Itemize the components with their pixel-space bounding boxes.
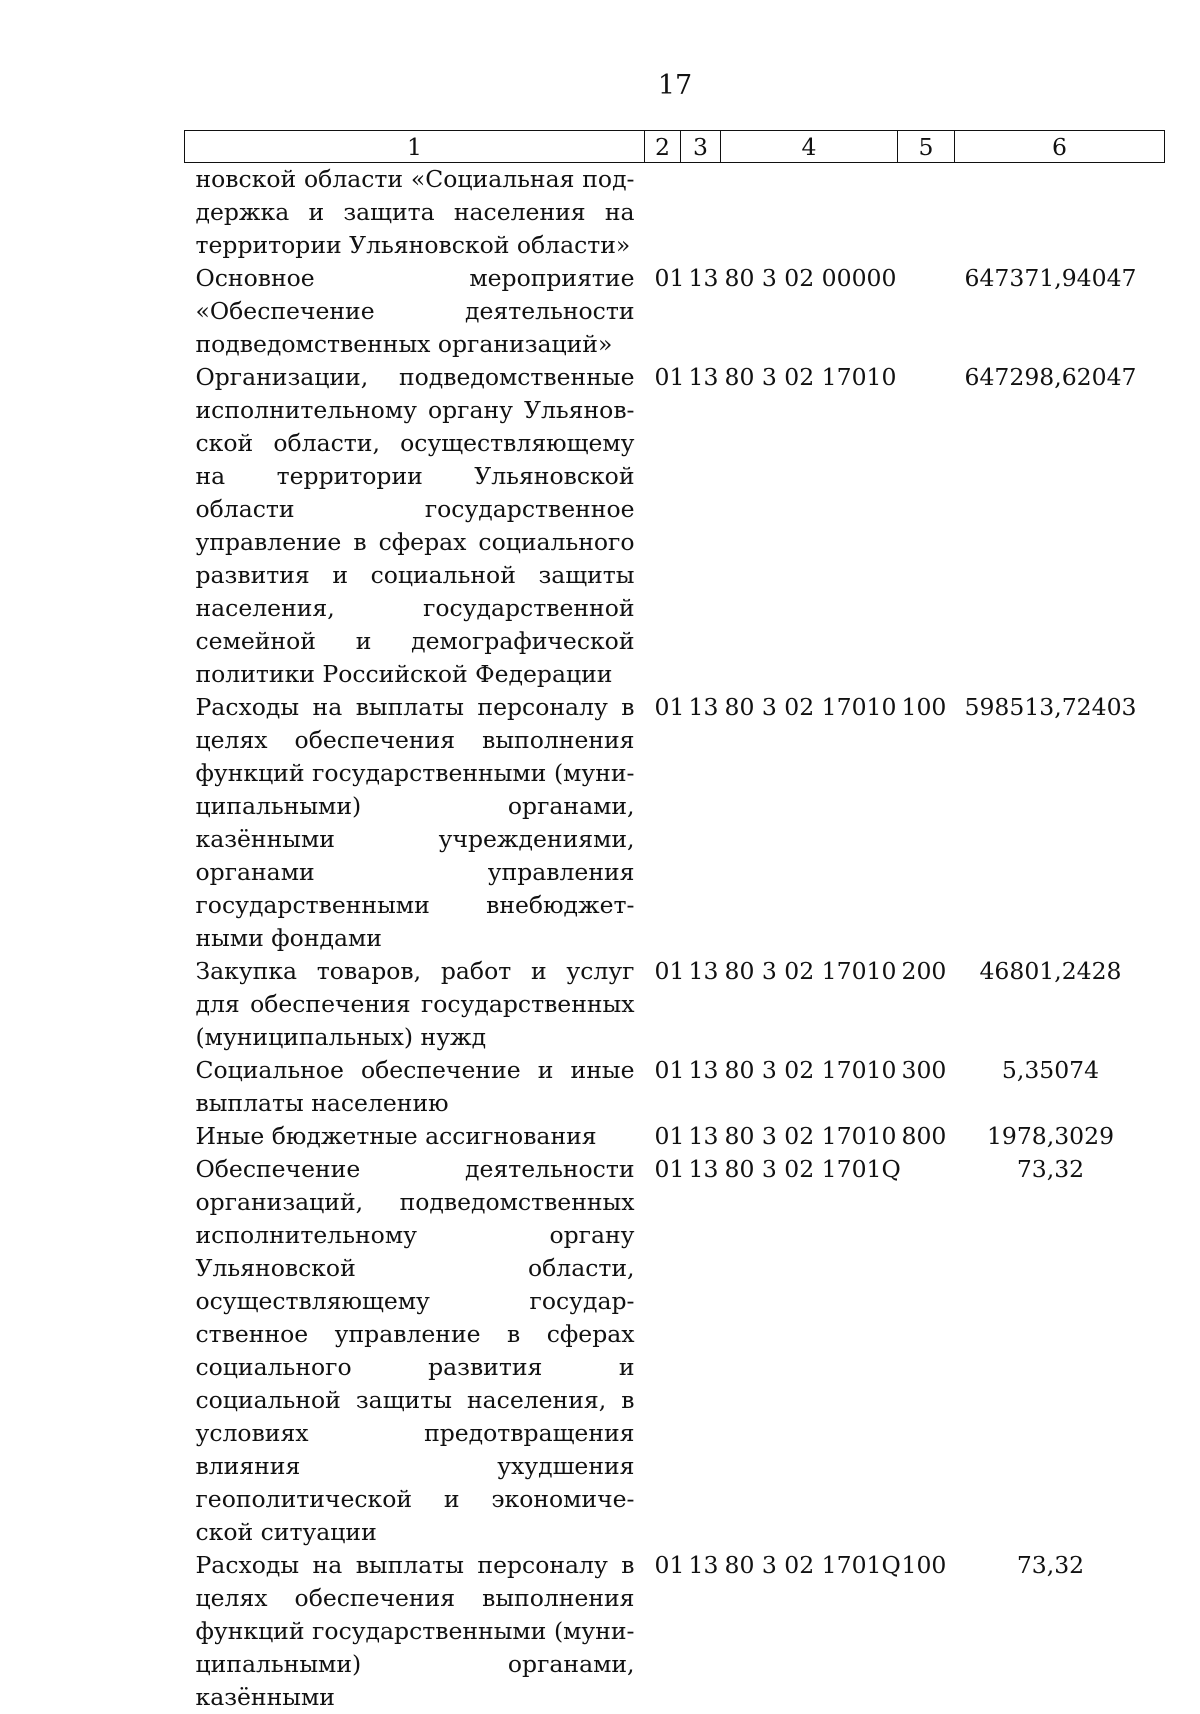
row-code-4: 80 3 02 17010 <box>724 1122 897 1150</box>
table-row <box>185 955 1165 1054</box>
row-amount: 647298,62047 <box>964 363 1137 391</box>
row-amount: 73,32 <box>1016 1551 1085 1579</box>
row-code-4: 80 3 02 17010 <box>724 363 897 391</box>
row-code-3 <box>681 163 721 263</box>
row-code-3: 13 <box>688 363 719 391</box>
table-row <box>185 1153 1165 1549</box>
row-amount <box>955 163 1165 263</box>
row-code-5 <box>898 163 955 263</box>
row-description: Социальное обеспечение и иные выплаты населению <box>195 1056 635 1117</box>
table-row <box>185 1120 1165 1153</box>
row-code-4: 80 3 02 17010 <box>724 1056 897 1084</box>
page-number: 17 <box>657 70 693 101</box>
table-row <box>185 361 1165 691</box>
row-amount: 647371,94047 <box>964 264 1137 292</box>
row-description: Иные бюджетные ассигнования <box>195 1122 597 1150</box>
row-code-3: 13 <box>688 1056 719 1084</box>
row-code-2: 01 <box>654 1122 685 1150</box>
row-code-2 <box>645 163 681 263</box>
table-row <box>185 262 1165 361</box>
row-amount: 598513,72403 <box>964 693 1137 721</box>
table-row <box>185 1054 1165 1120</box>
row-code-4: 80 3 02 00000 <box>724 264 897 292</box>
row-code-4: 80 3 02 17010 <box>724 957 897 985</box>
row-code-4: 80 3 02 17010 <box>724 693 897 721</box>
row-code-2: 01 <box>654 693 685 721</box>
header-col-1: 1 <box>185 131 645 163</box>
header-row <box>185 131 1165 163</box>
header-col-3: 3 <box>681 131 721 163</box>
row-code-2: 01 <box>654 957 685 985</box>
row-amount: 5,35074 <box>1001 1056 1100 1084</box>
row-code-2: 01 <box>654 1551 685 1579</box>
row-code-5: 100 <box>901 1551 947 1579</box>
row-code-4: 80 3 02 1701Q <box>724 1155 901 1183</box>
row-description: Закупка товаров, работ и услуг для обеспечения государственных (муниципальных) нужд <box>195 957 635 1051</box>
row-description: Организации, подведомственные исполнительному органу Ульяновской области, осуществляющему на территории Ульяновской области государственное управление в сферах социального развития и социальной защиты населения, государственной семейной и демографической политики Российской Федерации <box>195 363 635 688</box>
row-code-5 <box>898 361 955 691</box>
budget-table <box>184 130 1165 1714</box>
table-row <box>185 691 1165 955</box>
row-code-5: 300 <box>901 1056 947 1084</box>
header-col-4: 4 <box>721 131 898 163</box>
row-code-3: 13 <box>688 1551 719 1579</box>
row-code-3: 13 <box>688 693 719 721</box>
row-description: Расходы на выплаты персоналу в целях обеспечения выполнения функций государственными (муниципальными) органами, казёнными <box>195 1551 635 1711</box>
row-description: Основное мероприятие «Обеспечение деятельности подведомственных организаций» <box>195 264 635 358</box>
row-description: Обеспечение деятельности организаций, подведомственных исполнительному органу Ульяновской области, осуществляющему государственное управление в сферах социального развития и социальной защиты населения, в условиях предотвращения влияния ухудшения геополитической и экономической ситуации <box>195 1155 635 1546</box>
row-code-3: 13 <box>688 1122 719 1150</box>
row-code-4: 80 3 02 1701Q <box>724 1551 901 1579</box>
table-row <box>185 1549 1165 1714</box>
row-code-2: 01 <box>654 264 685 292</box>
row-code-4 <box>721 163 898 263</box>
row-code-5: 200 <box>901 957 947 985</box>
header-col-5: 5 <box>898 131 955 163</box>
header-col-6: 6 <box>955 131 1165 163</box>
row-description: Расходы на выплаты персоналу в целях обеспечения выполнения функций государственными (муниципальными) органами, казёнными учреждениями, органами управления государственными внебюджетными фондами <box>195 693 635 952</box>
row-amount: 73,32 <box>1016 1155 1085 1183</box>
row-code-5: 800 <box>901 1122 947 1150</box>
row-description: новской области «Социальная поддержка и защита населения на территории Ульяновской области» <box>195 165 635 259</box>
row-code-2: 01 <box>654 1056 685 1084</box>
row-code-2: 01 <box>654 363 685 391</box>
row-code-5 <box>898 1153 955 1549</box>
row-code-3: 13 <box>688 264 719 292</box>
row-code-3: 13 <box>688 1155 719 1183</box>
row-amount: 1978,3029 <box>986 1122 1115 1150</box>
header-col-2: 2 <box>645 131 681 163</box>
row-amount: 46801,2428 <box>979 957 1122 985</box>
row-code-5 <box>898 262 955 361</box>
table-row <box>185 163 1165 263</box>
budget-document <box>184 130 1164 1714</box>
row-code-2: 01 <box>654 1155 685 1183</box>
row-code-3: 13 <box>688 957 719 985</box>
row-code-5: 100 <box>901 693 947 721</box>
